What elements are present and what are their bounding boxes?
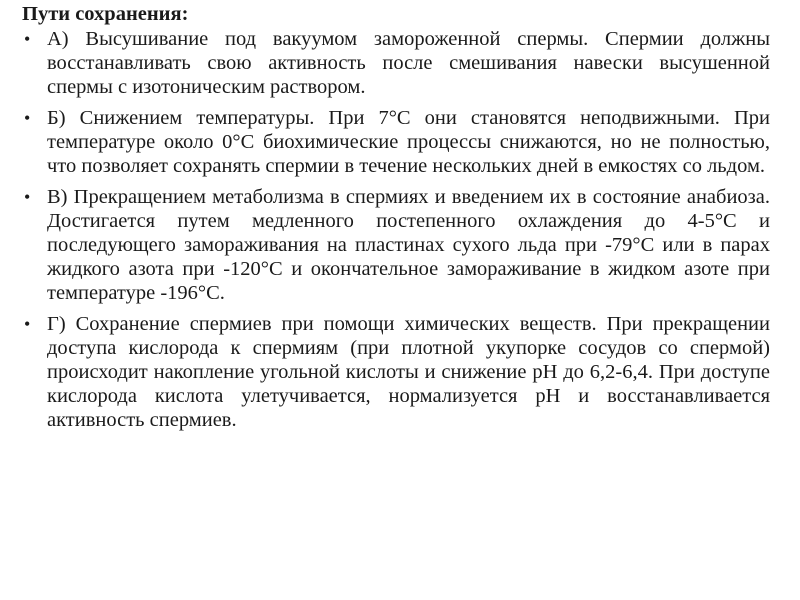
list-item-b	[22, 106, 770, 178]
bullet-list	[22, 27, 770, 432]
list-item-text: Б) Снижением температуры. При 7°С они становятся неподвижными. При температуре около 0°С биохимические процессы снижаются, но не полностью, что позволяет сохранять спермии в течение нескольких дней в емкостях со льдом.	[47, 107, 770, 177]
list-item-g	[22, 312, 770, 432]
list-item-v	[22, 185, 770, 305]
list-item-text: А) Высушивание под вакуумом замороженной спермы. Спермии должны восстанавливать свою активность после смешивания навески высушенной спермы с изотоническим раствором.	[47, 28, 770, 98]
slide-content	[22, 2, 770, 439]
bullet-icon: •	[24, 108, 31, 128]
bullet-icon: •	[24, 314, 31, 334]
list-item-a	[22, 27, 770, 99]
list-item-text: В) Прекращением метаболизма в спермиях и введением их в состояние анабиоза. Достигается путем медленного постепенного охлаждения до 4-5°С и последующего замораживания на пластинах сухого льда при -79°С или в парах жидкого азота при -120°С и окончательное замораживание в жидком азоте при температуре -196°С.	[47, 186, 770, 304]
list-item-text: Г) Сохранение спермиев при помощи химических веществ. При прекращении доступа кислорода к спермиям (при плотной укупорке сосудов со спермой) происходит накопление угольной кислоты и снижение рН до 6,2-6,4. При доступе кислорода кислота улетучивается, нормализуется рН и восстанавливается активность спермиев.	[47, 313, 770, 431]
bullet-icon: •	[24, 187, 31, 207]
slide-heading: Пути сохранения:	[22, 3, 189, 25]
bullet-icon: •	[24, 29, 31, 49]
